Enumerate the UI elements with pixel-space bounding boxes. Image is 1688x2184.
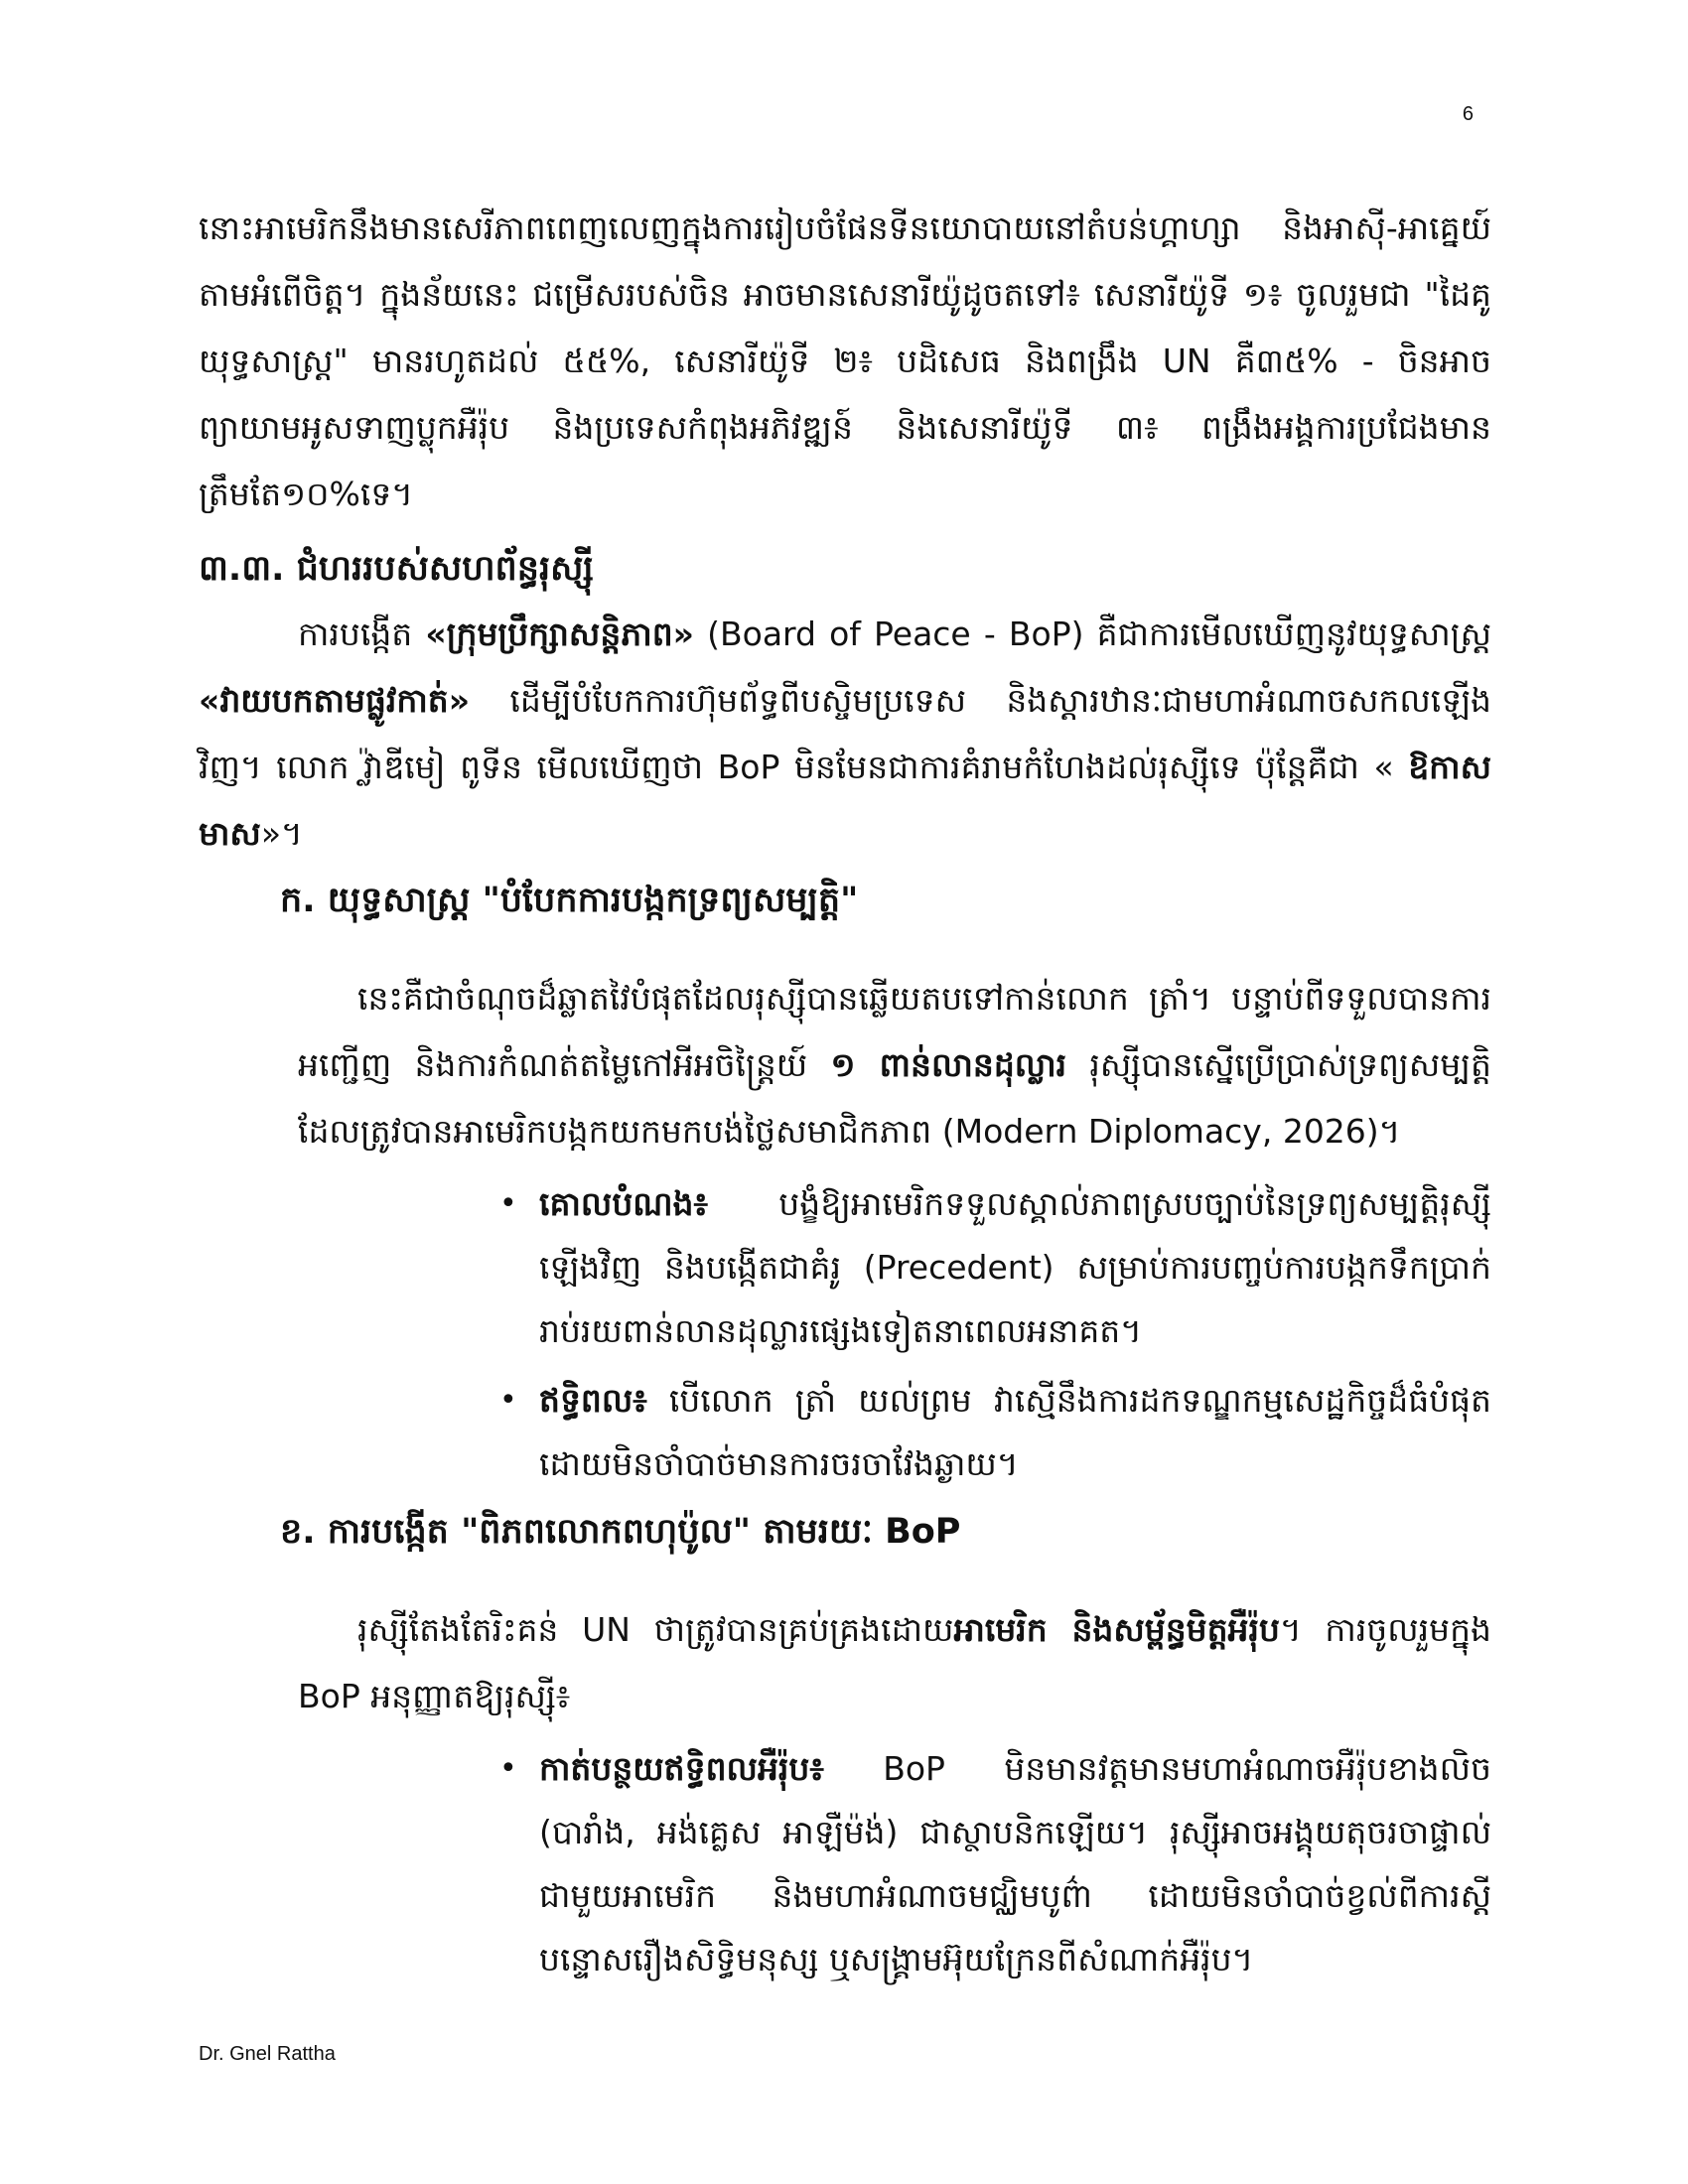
subsection-paragraph-a [298, 965, 1491, 1164]
bold-term: «ក្រុមប្រឹក្សាសន្តិភាព» [425, 614, 694, 653]
bullet-text: បើលោក ត្រាំ យល់ព្រម វាស្មើនឹងការដកទណ្ឌកម្មសេដ្ឋកិច្ចដ៏ធំបំផុតដោយមិនចាំបាច់មានការចរចាវែងឆ្ងាយ។ [539, 1381, 1491, 1483]
bullet-list-b [199, 1737, 1491, 1991]
bullet-item [499, 1172, 1491, 1363]
bullet-text: BoP មិនមានវត្តមានមហាអំណាចអឺរ៉ុបខាងលិច (បារាំង, អង់គ្លេស អាឡឺម៉ង់) ជាស្ថាបនិកឡើយ។ រុស្ស៊ីអាចអង្គុយតុចរចាផ្ទាល់ជាមួយអាមេរិក និងមហាអំណាចមជ្ឈិមបូព៌ា ដោយមិនចាំបាច់ខ្វល់ពីការស្តីបន្ទោសរឿងសិទ្ធិមនុស្ស ឬសង្គ្រាមអ៊ុយក្រែនពីសំណាក់អឺរ៉ុប។ [539, 1749, 1491, 1979]
section-paragraph [199, 601, 1491, 867]
text-run: រុស្ស៊ីបានស្នើប្រើប្រាស់ទ្រព្យសម្បត្តិដែលត្រូវបានអាមេរិកបង្កកយកមកបង់ថ្លៃសមាជិកភាព (Modern Diplomacy, 2026)។ [298, 1045, 1491, 1151]
text-run: ការបង្កើត [298, 614, 426, 653]
text-run: នេះគឺជាចំណុចដ៏ឆ្លាតវៃបំផុតដែលរុស្ស៊ីបានឆ្លើយតបទៅកាន់លោក ត្រាំ។ បន្ទាប់ពីទទួលបានការអញ្ជើញ និងការកំណត់តម្លៃកៅអីអចិន្ត្រៃយ៍ [298, 979, 1491, 1084]
bullet-item [499, 1369, 1491, 1496]
section-heading: ៣.៣. ជំហររបស់សហព័ន្ធរុស្ស៊ី [199, 549, 594, 589]
bullet-list-a [199, 1172, 1491, 1496]
text-run: រុស្ស៊ីតែងតែរិះគន់ UN ថាត្រូវបានគ្រប់គ្រងដោយ [357, 1610, 954, 1649]
subsection-paragraph-b [298, 1596, 1491, 1729]
subsection-heading-b: ខ. ការបង្កើត "ពិភពលោកពហុប៉ូល" តាមរយៈ BoP [280, 1512, 961, 1552]
bold-term: «វាយបកតាមផ្លូវកាត់» [199, 681, 471, 720]
text-run: »។ [260, 814, 303, 853]
bullet-icon: • [499, 1186, 517, 1221]
text-run: ដើម្បីបំបែកការហ៊ុមព័ទ្ធពីបស្ចិមប្រទេស និងស្តារឋានៈជាមហាអំណាចសកលឡើងវិញ។ លោក វ្ល៉ាឌីមៀ ពូទីន មើលឃើញថា BoP មិនមែនជាការគំរាមកំហែងដល់រុស្ស៊ីទេ ប៉ុន្តែគឺជា « [199, 681, 1491, 786]
bold-term: ឱកាសមាស [199, 748, 1491, 853]
subsection-heading-a: ក. យុទ្ធសាស្ត្រ "បំបែកការបង្កកទ្រព្យសម្បត្តិ" [280, 881, 859, 920]
footer-author: Dr. Gnel Rattha [199, 2043, 336, 2065]
bullet-item [499, 1737, 1491, 1991]
text-run: (Board of Peace - BoP) គឺជាការមើលឃើញនូវយុទ្ធសាស្ត្រ [693, 614, 1491, 653]
bullet-label: ឥទ្ធិពល៖ [539, 1381, 647, 1420]
bullet-icon: • [499, 1751, 517, 1786]
bullet-icon: • [499, 1383, 517, 1418]
document-body [199, 195, 1491, 1997]
bold-term: អាមេរិក និងសម្ព័ន្ធមិត្តអឺរ៉ុប [953, 1610, 1280, 1649]
intro-paragraph: នោះអាមេរិកនឹងមានសេរីភាពពេញលេញក្នុងការរៀបចំផែនទីនយោបាយនៅតំបន់ហ្គាហ្សា និងអាស៊ី-អាគ្នេយ៍តាមអំពើចិត្ត។ ក្នុងន័យនេះ ជម្រើសរបស់ចិន អាចមានសេនារីយ៉ូដូចតទៅ៖ សេនារីយ៉ូទី ១៖ ចូលរួមជា "ដៃគូយុទ្ធសាស្ត្រ" មានរហូតដល់ ៥៥%, សេនារីយ៉ូទី ២៖ បដិសេធ និងពង្រឹង UN គឺ៣៥% - ចិនអាចព្យាយាមអូសទាញប្លុកអឺរ៉ុប និងប្រទេសកំពុងអភិវឌ្ឍន៍ និងសេនារីយ៉ូទី ៣៖ ពង្រឹងអង្គការប្រជែងមានត្រឹមតែ១០%ទេ។ [199, 208, 1491, 513]
bold-term: ១ ពាន់លានដុល្លារ [830, 1045, 1067, 1084]
bullet-text: បង្ខំឱ្យអាមេរិកទទួលស្គាល់ភាពស្របច្បាប់នៃទ្រព្យសម្បត្តិរុស្ស៊ីឡើងវិញ និងបង្កើតជាគំរូ (Precedent) សម្រាប់ការបញ្ចប់ការបង្កកទឹកប្រាក់រាប់រយពាន់លានដុល្លារផ្សេងទៀតនាពេលអនាគត។ [539, 1184, 1491, 1350]
page-number: 6 [1462, 103, 1474, 125]
text-run: ។ ការចូលរួមក្នុង BoP អនុញ្ញាតឱ្យរុស្ស៊ី៖ [298, 1610, 1491, 1715]
bullet-label: គោលបំណង៖ [539, 1184, 708, 1223]
bullet-label: កាត់បន្ថយឥទ្ធិពលអឺរ៉ុប៖ [539, 1749, 824, 1788]
